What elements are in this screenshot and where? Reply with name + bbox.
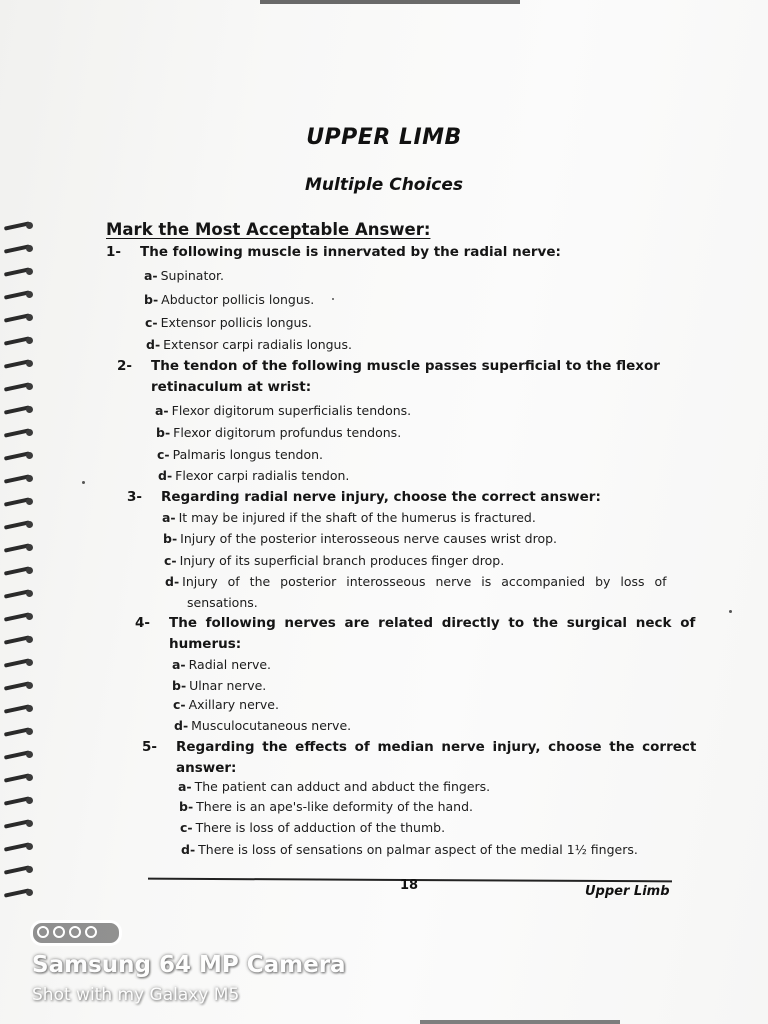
- watermark-camera-model: Samsung 64 MP Camera: [32, 952, 346, 978]
- option-4c: c- Axillary nerve.: [173, 697, 279, 712]
- option-5c: c- There is loss of adduction of the thumb.: [180, 820, 446, 835]
- question-text: The following muscle is innervated by the radial nerve:: [140, 244, 561, 260]
- page-subtitle: Multiple Choices: [304, 175, 464, 195]
- question-2: [117, 358, 660, 395]
- binding-ring: [4, 588, 38, 600]
- binding-ring: [4, 565, 38, 577]
- binding-ring: [4, 519, 38, 531]
- page-number: 18: [400, 878, 419, 893]
- option-5b: b- There is an ape's-like deformity of the hand.: [179, 799, 474, 814]
- binding-ring: [4, 680, 38, 692]
- page-title: UPPER LIMB: [306, 125, 462, 150]
- question-text-cont: humerus:: [169, 636, 242, 652]
- option-3b: b- Injury of the posterior interosseous nerve causes wrist drop.: [163, 531, 558, 546]
- binding-ring: [4, 611, 38, 623]
- paper-speck: [332, 298, 334, 300]
- question-number: 4-: [135, 615, 150, 631]
- question-3: [127, 489, 601, 505]
- binding-ring: [4, 657, 38, 669]
- paper-speck: [82, 481, 85, 484]
- question-4: [135, 615, 695, 652]
- page-edge-shadow: [260, 0, 520, 4]
- watermark-device: Shot with my Galaxy M5: [32, 985, 240, 1005]
- binding-ring: [4, 726, 38, 738]
- question-text: The tendon of the following muscle passes superficial to the flexor: [151, 358, 660, 374]
- binding-ring: [4, 243, 38, 255]
- spiral-binding: [0, 220, 42, 920]
- option-3a: a- It may be injured if the shaft of the humerus is fractured.: [162, 510, 536, 525]
- question-number: 3-: [127, 489, 142, 505]
- binding-ring: [4, 542, 38, 554]
- footer-label: Upper Limb: [585, 884, 670, 899]
- question-number: 2-: [117, 358, 132, 374]
- binding-ring: [4, 335, 38, 347]
- question-text-cont: answer:: [176, 760, 237, 776]
- option-3d: d- Injury of the posterior interosseous nerve is accompanied by loss of sensations.: [165, 574, 667, 610]
- option-2d: d- Flexor carpi radialis tendon.: [158, 468, 350, 483]
- binding-ring: [4, 634, 38, 646]
- option-1c: c- Extensor pollicis longus.: [145, 315, 312, 330]
- option-5d: d- There is loss of sensations on palmar aspect of the medial 1½ fingers.: [181, 842, 638, 857]
- binding-ring: [4, 312, 38, 324]
- option-4a: a- Radial nerve.: [172, 657, 272, 672]
- binding-ring: [4, 841, 38, 853]
- question-text-cont: retinaculum at wrist:: [151, 379, 312, 395]
- binding-ring: [4, 266, 38, 278]
- question-number: 5-: [142, 739, 157, 755]
- paper-speck: [729, 610, 732, 613]
- binding-ring: [4, 404, 38, 416]
- option-2a: a- Flexor digitorum superficialis tendons.: [155, 403, 412, 418]
- binding-ring: [4, 772, 38, 784]
- binding-ring: [4, 473, 38, 485]
- question-text: Regarding radial nerve injury, choose the correct answer:: [161, 489, 601, 505]
- binding-ring: [4, 450, 38, 462]
- binding-ring: [4, 749, 38, 761]
- option-4b: b- Ulnar nerve.: [172, 678, 267, 693]
- binding-ring: [4, 358, 38, 370]
- option-4d: d- Musculocutaneous nerve.: [174, 718, 352, 733]
- binding-ring: [4, 887, 38, 899]
- question-text: The following nerves are related directly to the surgical neck of: [169, 615, 696, 631]
- binding-ring: [4, 864, 38, 876]
- binding-ring: [4, 381, 38, 393]
- binding-ring: [4, 496, 38, 508]
- question-text: Regarding the effects of median nerve injury, choose the correct: [176, 739, 697, 755]
- option-5a: a- The patient can adduct and abduct the fingers.: [178, 779, 491, 794]
- binding-ring: [4, 703, 38, 715]
- option-1a: a- Supinator.: [144, 268, 224, 283]
- question-5: [142, 739, 696, 776]
- binding-ring: [4, 795, 38, 807]
- option-2b: b- Flexor digitorum profundus tendons.: [156, 425, 402, 440]
- question-1: [106, 244, 561, 260]
- binding-ring: [4, 818, 38, 830]
- page-edge-shadow-bottom: [420, 1020, 620, 1024]
- option-2c: c- Palmaris longus tendon.: [157, 447, 324, 462]
- binding-ring: [4, 427, 38, 439]
- camera-lenses-icon: [30, 920, 122, 946]
- option-1d: d- Extensor carpi radialis longus.: [146, 337, 352, 352]
- instruction-heading: Mark the Most Acceptable Answer:: [106, 220, 431, 239]
- option-1b: b- Abductor pollicis longus.: [144, 292, 315, 307]
- binding-ring: [4, 220, 38, 232]
- option-3c: c- Injury of its superficial branch produces finger drop.: [164, 553, 505, 568]
- binding-ring: [4, 289, 38, 301]
- question-number: 1-: [106, 244, 121, 260]
